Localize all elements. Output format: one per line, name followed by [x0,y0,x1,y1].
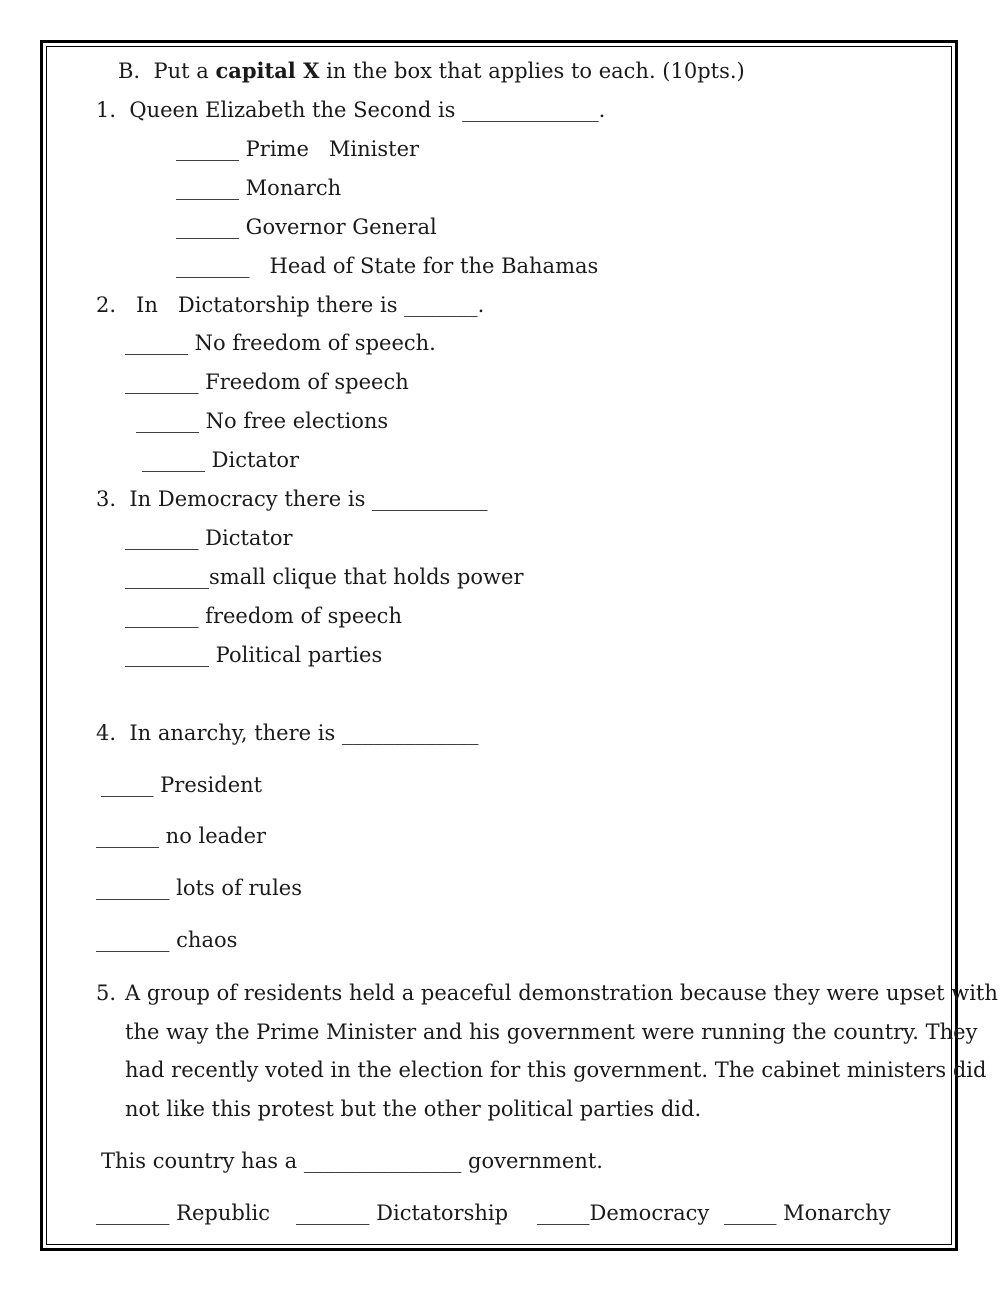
instructions-suffix: in the box that applies to each. (10pts.) [319,59,745,83]
q1-option-head-of-state[interactable]: _______ Head of State for the Bahamas [176,254,599,278]
q4-option-lots-of-rules[interactable]: _______ lots of rules [96,876,303,900]
instructions-prefix: B. Put a [118,59,216,83]
q5-option-dictatorship[interactable]: _______ Dictatorship [296,1201,509,1225]
q1-question: 1. Queen Elizabeth the Second is _____________. [96,98,606,122]
q3-option-political-parties[interactable]: ________ Political parties [125,643,383,667]
q4-option-no-leader[interactable]: ______ no leader [96,824,267,848]
q1-option-monarch[interactable]: ______ Monarch [176,176,342,200]
q2-option-freedom-of-speech[interactable]: _______ Freedom of speech [125,370,409,394]
q4-question: 4. In anarchy, there is _____________ [96,721,479,745]
q2-option-dictator[interactable]: ______ Dictator [142,448,300,472]
q3-option-small-clique[interactable]: ________small clique that holds power [125,565,524,589]
instructions [118,58,745,84]
q5-option-republic[interactable]: _______ Republic [96,1201,271,1225]
q2-option-no-free-elections[interactable]: ______ No free elections [136,409,389,433]
q5-option-democracy[interactable]: _____Democracy [537,1201,710,1225]
q5-prompt[interactable]: This country has a _______________ government. [101,1149,603,1173]
q4-option-chaos[interactable]: _______ chaos [96,928,238,952]
q5-paragraph-line: had recently voted in the election for this government. The cabinet ministers did [125,1058,987,1082]
q3-question: 3. In Democracy there is ___________ [96,487,488,511]
q5-option-monarchy[interactable]: _____ Monarchy [724,1201,891,1225]
q1-option-governor-general[interactable]: ______ Governor General [176,215,437,239]
q5-paragraph-line: the way the Prime Minister and his government were running the country. They [125,1020,978,1044]
q2-option-no-freedom-of-speech[interactable]: ______ No freedom of speech. [125,331,436,355]
q3-option-dictator[interactable]: _______ Dictator [125,526,293,550]
q4-option-president[interactable]: _____ President [101,773,263,797]
q1-option-prime-minister[interactable]: ______ Prime Minister [176,137,420,161]
q3-option-freedom-of-speech[interactable]: _______ freedom of speech [125,604,402,628]
q2-question: 2. In Dictatorship there is _______. [96,293,485,317]
q5-number: 5. [96,981,117,1005]
q5-paragraph-line: A group of residents held a peaceful demonstration because they were upset with [125,981,998,1005]
q5-paragraph-line: not like this protest but the other political parties did. [125,1097,702,1121]
instructions-bold: capital X [215,58,320,83]
